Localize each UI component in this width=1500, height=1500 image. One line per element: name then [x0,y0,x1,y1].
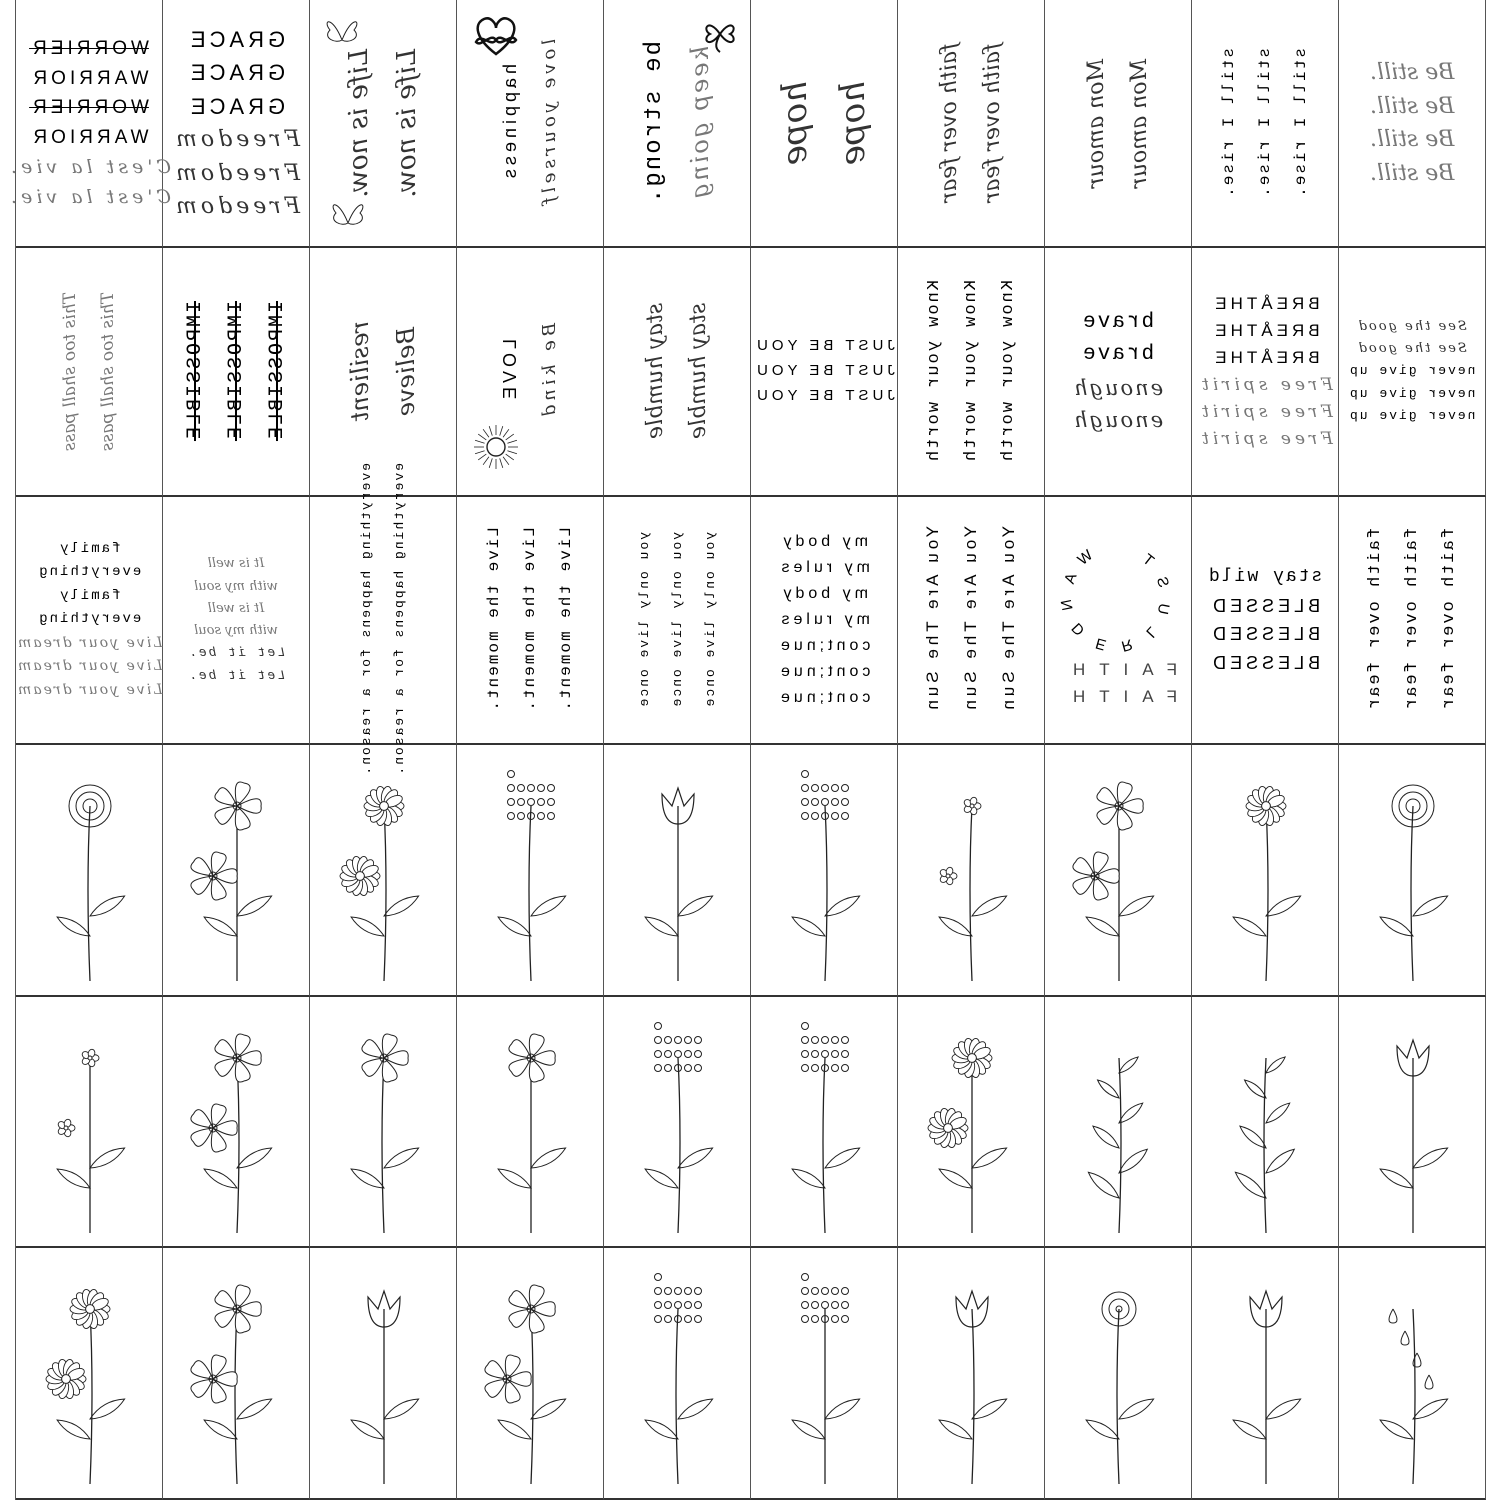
tattoo-sheet-flower[interactable] [16,1248,163,1500]
daisy-drawing-icon [310,746,457,994]
tattoo-text-line: WARRIOR [29,127,149,148]
tattoo-sheet-text-grace[interactable] [163,0,310,248]
peony-drawing-icon [310,998,457,1246]
rosebud-drawing-icon [1045,1249,1192,1497]
tattoo-text-line: C'est la vie. [7,185,171,208]
tattoo-text-line: Mon amour [1127,58,1152,188]
tattoo-text-line: C'est la vie. [7,155,171,178]
tattoo-sheet-flower[interactable] [1192,997,1339,1248]
tattoo-text-line: Live the moment. [485,527,503,713]
tattoo-text-line: hope [833,80,873,166]
tattoo-text-line: my rules [777,559,871,576]
cherry-blossom-drawing-icon [16,998,163,1246]
tattoo-sheet-flower[interactable] [310,745,457,997]
tattoo-sheet-flower[interactable] [310,997,457,1248]
tattoo-text-line: JUST BE YOU [753,362,895,380]
infinity-knot-icon [698,12,742,61]
tattoo-text-line: cont;nue [777,637,871,654]
tattoo-text-line: resilient [346,321,374,422]
tattoo-sheet-flower[interactable] [163,997,310,1248]
tattoo-text-line: stay wild [1207,567,1323,587]
circular-letter: N [1057,597,1078,616]
aster-drawing-icon [1192,746,1339,994]
tattoo-text-line: BREÅTHE [1210,321,1320,340]
tattoo-text-line: IMPOSSIBLE [183,301,207,442]
tattoo-sheet-flower[interactable] [1339,997,1486,1248]
tattoo-sheet-flower[interactable] [457,997,604,1248]
tattoo-sheet-flower[interactable] [163,1248,310,1500]
tattoo-sheet-flower[interactable] [751,745,898,997]
tattoo-text-line: still I rise. [1220,47,1238,199]
tattoo-text-line: It is well [207,556,265,572]
tattoo-text-line: Freedom [171,160,300,186]
tattoo-text-line: IMPOSSIBLE [265,301,289,442]
circular-letter: D [1068,619,1091,642]
tulip-drawing-icon [1339,998,1486,1246]
tattoo-sheet-text-stay-humble[interactable] [604,248,751,497]
tattoo-sheet-text-live-the-moment[interactable] [457,497,604,745]
tattoo-text-line: you only live once [636,531,652,709]
tattoo-text-line: Let it be. [186,667,285,683]
tattoo-text-line: JUST BE YOU [753,337,895,355]
tattoo-sheet-flower[interactable] [604,997,751,1248]
leaves-drawing-icon [1045,998,1192,1246]
butterfly-icon [322,10,362,51]
tattoo-sheet-text-love[interactable] [457,248,604,497]
tattoo-text-line: Live your dream [15,634,163,651]
tattoo-text-line: be strong. [640,40,668,206]
tattoo-text-line: This too shall pass [60,291,80,452]
tattoo-text-line: This too shall pass [98,291,118,452]
infinity-heart-icon [471,14,521,63]
tattoo-text-line: faith over fear [937,43,962,203]
tattoo-text-line: family [57,540,121,557]
tattoo-sheet-text-resilient[interactable] [310,248,457,497]
tattoo-text-line: Freedom [171,127,300,152]
tattoo-text-line: Be still. [1369,127,1455,152]
tattoo-text-line: BREÅTHE [1210,293,1320,313]
tattoo-text-line: family [57,587,121,604]
tattoo-text-line: Be kind [539,322,560,421]
poppy-drawing-icon [1045,746,1192,994]
butterfly-icon [328,193,368,234]
tattoo-text-line: WARRIOR [29,67,149,89]
tattoo-sheet-text-everything-happens-for-a-reason[interactable] [310,463,457,777]
circular-letter: W [1071,546,1097,572]
tattoo-sheet-text-be-strong[interactable] [604,0,751,248]
tattoo-sheet-text-it-is-well[interactable] [163,497,310,745]
tattoo-sheet-text-my-body[interactable] [751,497,898,745]
larkspur-drawing-icon [751,998,898,1246]
tattoo-text-line: IMPOSSIBLE [224,301,248,442]
tattoo-sheet-flower[interactable] [16,997,163,1248]
tattoo-sheet-text-wanderlust[interactable] [1045,497,1192,745]
circular-letter: L [1142,619,1164,641]
tattoo-text-line: my body [779,585,869,602]
peony-drawing-icon [457,998,604,1246]
tattoo-text-line: Mon amour [1084,58,1109,188]
tattoo-sheet-flower[interactable] [604,745,751,997]
tattoo-sheet-flower[interactable] [1045,997,1192,1248]
tattoo-text-line: WORRIER [29,37,149,59]
tattoo-text-line: BLESSED [1209,595,1321,616]
tattoo-sheet-flower[interactable] [1339,745,1486,997]
tattoo-text-line: everything [37,564,142,581]
poppy-drawing-icon [163,1249,310,1497]
tattoo-text-line: my rules [777,611,871,628]
babys-breath-drawing-icon [751,1249,898,1497]
babys-breath-drawing-icon [457,746,604,994]
tattoo-text-line: You Are The Sun [923,526,942,714]
tattoo-text-line: FAITH [1058,687,1178,706]
tattoo-text-line: faith over fear [1402,528,1422,712]
bird-of-paradise-drawing-icon [1192,1249,1339,1497]
wildflower-drawing-icon [604,998,751,1246]
tattoo-sheet-flower[interactable] [604,1248,751,1500]
tattoo-text-line: See the good [1356,318,1468,334]
tattoo-text-line: GRACE [186,26,286,52]
circular-letter: R [1119,633,1139,655]
tattoo-sheet-flower[interactable] [457,1248,604,1500]
lily-drawing-icon [898,1249,1045,1497]
tattoo-sheet-flower[interactable] [310,1248,457,1500]
tattoo-text-line: Live the moment. [557,527,575,713]
tattoo-sheet-text-impossible[interactable] [163,248,310,497]
tattoo-text-line: you only live once [669,531,685,709]
tattoo-text-line: cont;nue [777,689,871,706]
tattoo-text-line: faith over fear [1439,528,1459,712]
circular-letter: U [1153,597,1174,616]
tattoo-sheet-flower[interactable] [751,997,898,1248]
tattoo-text-line: GRACE [186,60,286,85]
tattoo-text-line: happiness [500,63,520,183]
tattoo-text-line: stay humble [686,303,711,440]
anemone-drawing-icon [163,998,310,1246]
tattoo-sheet-grid [7,0,1486,1500]
tattoo-text-line: with my soul [194,578,278,594]
larkspur-drawing-icon [751,746,898,994]
tattoo-text-line: You Are The Sun [961,526,980,714]
tattoo-text-line: JUST BE YOU [753,386,895,404]
sun-icon [471,422,521,477]
tattoo-text-line: you only live once [702,531,718,709]
tattoo-text-line: Life is now. [392,48,422,198]
tattoo-sheet-flower[interactable] [1045,745,1192,997]
tattoo-text-line: love yourself [539,38,560,208]
tattoo-text-line: BREÅTHE [1210,348,1320,368]
tattoo-text-line: enough [1072,375,1164,400]
tattoo-text-line: faith over fear [980,43,1005,203]
tattoo-text-line: hope [775,80,815,166]
tattoo-text-line: Live your dream [15,681,163,698]
tattoo-text-line: keep going [685,45,714,201]
tattoo-sheet-text-worrier[interactable] [7,0,171,248]
tattoo-sheet-text-stay-wild[interactable] [1192,497,1339,745]
tattoo-text-line: Free spirit [1197,374,1333,395]
tattoo-sheet-text-mon-amour[interactable] [1045,0,1192,248]
tattoo-text-line: WORRIER [29,97,149,119]
forget-me-not-drawing-icon [898,746,1045,994]
tattoo-text-line: everything happens for a reason. [392,463,407,777]
tattoo-text-line: never give up [1348,385,1476,401]
tattoo-sheet-flower[interactable] [1045,1248,1192,1500]
tattoo-sheet-text-you-are-the-sun[interactable] [898,497,1045,745]
tattoo-sheet-text-you-only-live-once[interactable] [604,497,751,745]
tattoo-text-line: Be still. [1369,93,1455,119]
tattoo-sheet-text-see-the-good[interactable] [1339,248,1486,497]
tattoo-sheet-flower[interactable] [898,997,1045,1248]
tattoo-text-line: LOVE [500,339,520,404]
tattoo-sheet-flower[interactable] [1339,1248,1486,1500]
leaves-drawing-icon [1192,998,1339,1246]
circular-letter: S [1151,570,1173,590]
tattoo-text-line: Live your dream [15,658,163,675]
tattoo-text-line: Free spirit [1197,401,1333,422]
tattoo-sheet-text-family[interactable] [16,497,163,745]
rose-drawing-icon [16,746,163,994]
rose-drawing-icon [1339,746,1486,994]
tattoo-sheet-text-still-i-rise[interactable] [1192,0,1339,248]
tulip-drawing-icon [604,746,751,994]
tattoo-text-line: Free spirit [1197,429,1333,449]
tattoo-text-line: enough [1072,407,1164,432]
tattoo-sheet-text-faith-over-fear[interactable] [898,0,1045,248]
tattoo-text-line: GRACE [186,93,286,119]
tattoo-text-line: brave [1081,311,1155,334]
tattoo-sheet-text-bre-the[interactable] [1192,248,1339,497]
tattoo-text-line: still I rise. [1292,47,1310,199]
tattoo-sheet-flower[interactable] [1192,1248,1339,1500]
lily-of-the-valley-drawing-icon [1339,1249,1486,1497]
tattoo-sheet-flower[interactable] [898,745,1045,997]
tattoo-sheet-text-hope[interactable] [751,0,898,248]
tattoo-text-line: everything happens for a reason. [359,463,374,777]
tattoo-text-line: Know your worth [924,279,944,464]
tattoo-sheet-text-happiness[interactable] [457,0,604,248]
circular-letter: E [1093,634,1112,655]
tattoo-text-line: still I rise. [1256,47,1274,199]
tattoo-sheet-flower[interactable] [16,745,163,997]
tattoo-sheet-text-know-your-worth[interactable] [898,248,1045,497]
tattoo-text-line: Be still. [1369,60,1455,85]
tattoo-text-line: stay humble [643,303,668,440]
tattoo-sheet-text-brave[interactable] [1045,248,1192,497]
tattoo-text-line: You Are The Sun [999,526,1018,714]
tattoo-sheet-flower[interactable] [457,745,604,997]
tattoo-text-line: never give up [1348,407,1476,423]
tattoo-text-line: my body [779,533,869,550]
iris-drawing-icon [310,1249,457,1497]
tattoo-text-line: cont;nue [777,663,871,680]
tattoo-text-line: See the good [1356,341,1468,357]
tattoo-text-line: Know your worth [961,279,981,464]
tattoo-sheet-flower[interactable] [163,745,310,997]
tattoo-text-line: never give up [1348,363,1476,379]
tattoo-text-line: Let it be. [186,645,285,661]
tattoo-text-line: Believe [392,326,420,417]
tattoo-sheet-text-be-still[interactable] [1339,0,1486,248]
tattoo-text-line: BLESSED [1209,624,1321,644]
tattoo-sheet-text-just-be-you[interactable] [751,248,898,497]
tattoo-sheet-flower[interactable] [1192,745,1339,997]
tattoo-text-line: FAITH [1058,659,1178,679]
tattoo-text-line: everything [37,611,142,628]
poppy-drawing-icon [457,1249,604,1497]
tattoo-text-line: Be still. [1369,160,1455,186]
tattoo-text-line: with my soul [194,623,278,638]
tattoo-text-line: It is well [207,600,265,616]
tattoo-text-line: Live the moment. [521,527,539,713]
tattoo-sheet-text-faith-over-fear[interactable] [1339,497,1486,745]
tattoo-text-line: faith over fear [1365,528,1385,712]
sweet-pea-drawing-icon [163,746,310,994]
tattoo-text-line: Know your worth [998,279,1018,464]
tattoo-text-line: Life is now. [344,48,374,198]
tattoo-text-line: BLESSED [1209,652,1321,673]
circular-letter: A [1059,570,1081,590]
daisy-drawing-icon [16,1249,163,1497]
daisy-drawing-icon [898,998,1045,1246]
circular-letter: T [1136,547,1158,570]
tattoo-sheet-flower[interactable] [898,1248,1045,1500]
tattoo-sheet-text-life-is-now[interactable] [310,0,457,248]
lavender-drawing-icon [604,1249,751,1497]
tattoo-text-line: Freedom [171,194,300,219]
tattoo-sheet-text-this-too-shall-pass[interactable] [16,248,163,497]
tattoo-text-line: brave [1081,343,1155,367]
tattoo-sheet-flower[interactable] [751,1248,898,1500]
circular-text [1058,533,1178,653]
